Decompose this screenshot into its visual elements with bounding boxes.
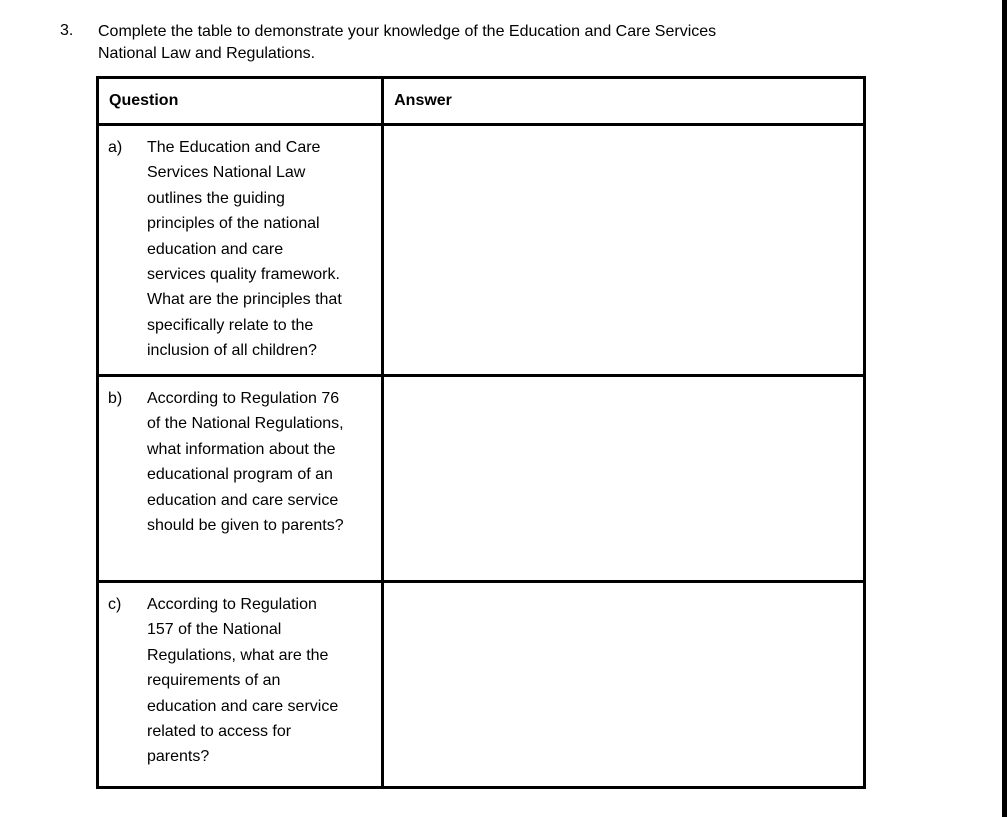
question-cell-c — [98, 582, 383, 788]
item-text-line: requirements of an — [147, 672, 281, 690]
question-answer-table — [96, 76, 866, 789]
answer-cell-c[interactable] — [383, 582, 865, 788]
table-row — [98, 376, 865, 582]
header-answer — [383, 78, 865, 125]
item-text-line: services quality framework. — [147, 266, 340, 284]
question-cell-b — [98, 376, 383, 582]
item-text-line: specifically relate to the — [147, 316, 314, 334]
question-prompt — [98, 21, 858, 65]
item-text-line: education and care — [147, 240, 284, 258]
item-text-line: Regulations, what are the — [147, 646, 329, 664]
item-text-line: What are the principles that — [147, 291, 342, 309]
item-text-line: should be given to parents? — [147, 517, 344, 535]
item-text-line: principles of the national — [147, 215, 320, 233]
item-text-line: inclusion of all children? — [147, 342, 317, 360]
item-text-line: The Education and Care — [147, 139, 321, 156]
question-cell-a — [98, 125, 383, 376]
item-text-line: 157 of the National — [147, 621, 282, 639]
item-text-line: of the National Regulations, — [147, 415, 344, 433]
item-text-line: According to Regulation 76 — [147, 390, 340, 407]
header-question-label: Question — [109, 92, 179, 109]
item-text-line: educational program of an — [147, 466, 333, 484]
question-number: 3. — [60, 22, 74, 39]
item-text-line: outlines the guiding — [147, 189, 285, 207]
table-row — [98, 582, 865, 788]
item-text-line: According to Regulation — [147, 596, 317, 613]
item-text — [99, 583, 381, 770]
header-question — [98, 78, 383, 125]
table-header-row — [98, 78, 865, 125]
item-text-line: education and care service — [147, 491, 339, 509]
item-text-line: what information about the — [147, 440, 336, 458]
item-text-line: education and care service — [147, 697, 339, 715]
item-letter: c) — [108, 596, 122, 613]
item-letter: b) — [108, 390, 123, 407]
answer-cell-b[interactable] — [383, 376, 865, 582]
header-answer-label: Answer — [394, 92, 452, 109]
table-row — [98, 125, 865, 376]
question-prompt-line: Complete the table to demonstrate your knowledge of the Education and Care Services — [98, 23, 717, 40]
question-prompt-line: National Law and Regulations. — [98, 45, 316, 62]
answer-cell-a[interactable] — [383, 125, 865, 376]
item-text — [99, 377, 381, 538]
item-text-line: parents? — [147, 748, 210, 766]
page-edge-border — [1002, 0, 1007, 817]
item-text-line: related to access for — [147, 723, 292, 741]
item-letter: a) — [108, 139, 123, 156]
item-text — [99, 126, 381, 364]
item-text-line: Services National Law — [147, 164, 306, 182]
